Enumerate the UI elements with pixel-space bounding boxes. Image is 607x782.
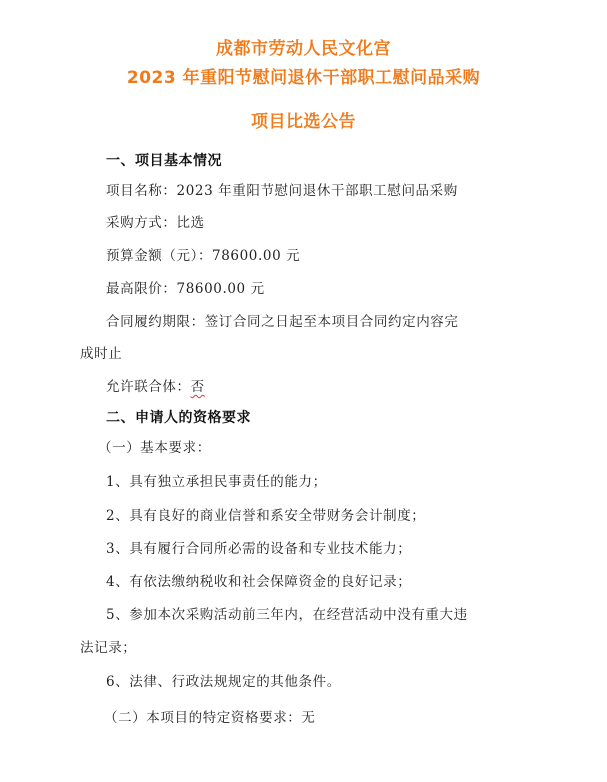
contract-term-line: 合同履约期限：签订合同之日起至本项目合同约定内容完	[106, 314, 459, 330]
page-title-org: 成都市劳动人民文化宫	[216, 39, 391, 59]
requirement-item-3: 3、具有履行合同所必需的设备和专业技术能力；	[106, 541, 412, 557]
consortium-value: 否	[190, 379, 205, 395]
special-requirements-line: （二）本项目的特定资格要求：无	[104, 710, 316, 726]
consortium-line	[106, 375, 205, 395]
basic-requirements-title: （一）基本要求：	[98, 440, 211, 456]
max-price-line: 最高限价：78600.00 元	[106, 281, 265, 297]
procurement-method-line: 采购方式：比选	[106, 215, 205, 231]
section-heading-basic-info: 一、项目基本情况	[106, 153, 222, 169]
requirement-item-2: 2、具有良好的商业信誉和系安全带财务会计制度；	[106, 508, 426, 524]
requirement-item-5-cont: 法记录；	[80, 640, 137, 656]
consortium-label: 允许联合体：	[106, 379, 191, 395]
requirement-item-1: 1、具有独立承担民事责任的能力；	[106, 474, 327, 490]
section-heading-qualifications: 二、申请人的资格要求	[106, 410, 251, 426]
requirement-item-6: 6、法律、行政法规规定的其他条件。	[106, 674, 341, 690]
page-title-project: 2023 年重阳节慰问退休干部职工慰问品采购	[126, 68, 481, 88]
budget-line: 预算金额（元）：78600.00 元	[106, 248, 301, 264]
project-name-line: 项目名称：2023 年重阳节慰问退休干部职工慰问品采购	[106, 183, 458, 199]
contract-term-line-cont: 成时止	[80, 346, 123, 362]
requirement-item-4: 4、有依法缴纳税收和社会保障资金的良好记录；	[106, 574, 412, 590]
requirement-item-5: 5、参加本次采购活动前三年内，在经营活动中没有重大违	[106, 607, 468, 623]
page-title-notice: 项目比选公告	[251, 112, 356, 132]
